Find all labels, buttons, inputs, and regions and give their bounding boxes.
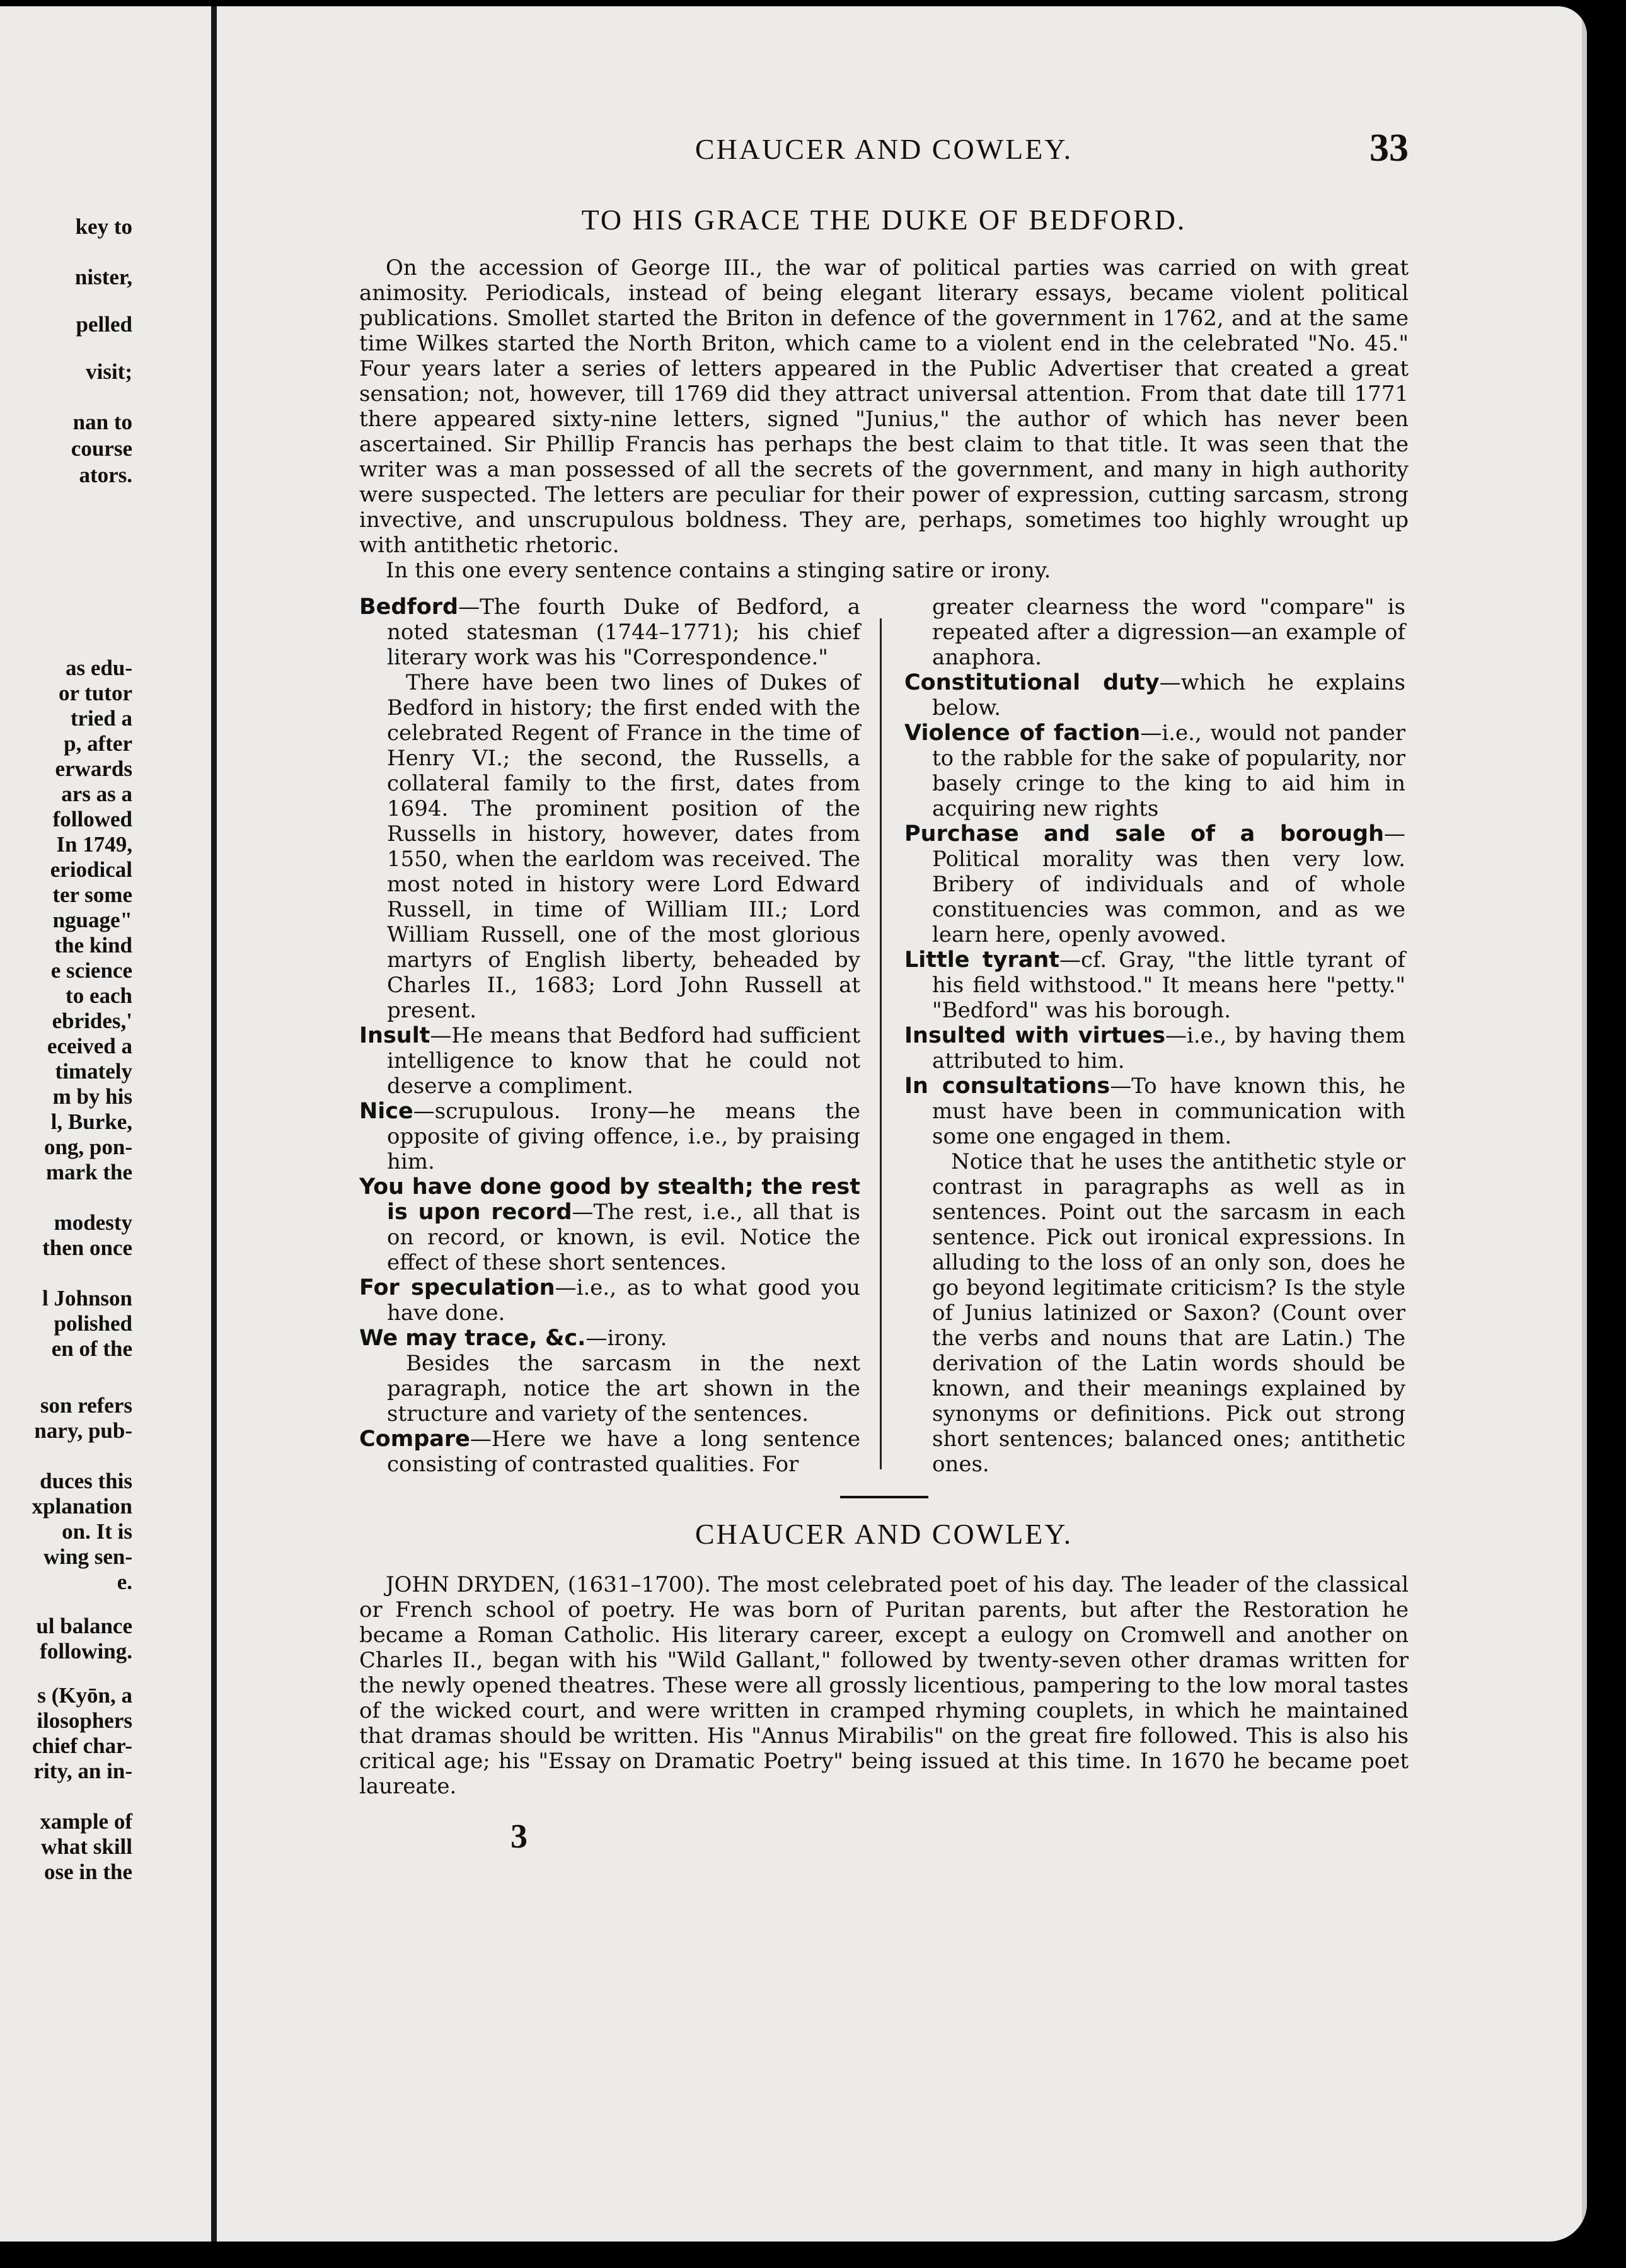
note-term: Bedford xyxy=(359,594,459,620)
note-term: Insult xyxy=(359,1023,430,1048)
facing-page-word: nary, pub- xyxy=(34,1418,132,1443)
note-continuation: There have been two lines of Dukes of Bedford in history; the first ended with the celebrated Regent of France in the time of Henry VI.; the second, the Russells, a collateral family to the first, dates from 1694. The prominent position of the Russells in history, however, dates from 1550, when the earldom was received. The most noted in history were Lord Edward Russell, in time of William III.; Lord William Russell, one of the most glorious martyrs of English liberty, beheaded by Charles II., 1683; Lord John Russell at present. xyxy=(387,670,860,1023)
note-term: Compare xyxy=(359,1426,470,1452)
facing-page-word: eceived a xyxy=(47,1034,132,1058)
facing-page-word: mark the xyxy=(45,1160,132,1184)
facing-page-word: visit; xyxy=(86,359,132,384)
facing-page-fragment xyxy=(0,6,203,2242)
note-text: —Here we have a long sentence consisting of contrasted qualities. For xyxy=(387,1426,860,1477)
note-text: —To have known this, he must have been in communication with some one engaged in them. xyxy=(932,1073,1406,1149)
facing-page-word: In 1749, xyxy=(56,832,132,857)
signature-mark: 3 xyxy=(510,1817,528,1855)
facing-page-word: pelled xyxy=(76,312,132,337)
facing-page-word: ators. xyxy=(79,463,132,487)
facing-page-word: erwards xyxy=(55,756,132,781)
facing-page-word: xample of xyxy=(40,1809,132,1834)
facing-page-word: key to xyxy=(75,214,132,239)
facing-page-word: nister, xyxy=(74,265,132,289)
note-continuation: Notice that he uses the antithetic style or contrast in paragraphs as well as in sentences. Point out the sarcasm in each sentence. Pick out ironical expressions. In alluding to the loss of an only son, does he go beyond legitimate criticism? Is the style of Junius latinized or Saxon? (Count over the verbs and nouns that are Latin.) The derivation of the Latin words should be known, and their meanings explained by synonyms or definitions. Pick out strong short sentences; balanced ones; antithetic ones. xyxy=(932,1149,1405,1477)
facing-page-word: then once xyxy=(42,1235,132,1260)
facing-page-word: ul balance xyxy=(36,1614,132,1638)
intro-text xyxy=(359,255,1409,583)
note-entry xyxy=(359,1326,860,1351)
book-page-scan xyxy=(0,6,1587,2242)
facing-page-word: ars as a xyxy=(61,782,132,806)
running-header xyxy=(359,126,1409,170)
facing-page-word: nan to xyxy=(72,410,132,434)
facing-page-word: ebrides,' xyxy=(52,1009,132,1033)
note-entry xyxy=(359,1023,860,1099)
note-text: —Political morality was then very low. Bribery of individuals and of whole constituencies was common, and as we learn here, openly avowed. xyxy=(932,821,1405,947)
note-text: —irony. xyxy=(585,1326,667,1351)
note-entry xyxy=(904,1073,1405,1149)
facing-page-word: e science xyxy=(50,958,132,983)
note-text: —He means that Bedford had sufficient intelligence to know that he could not deserve a compliment. xyxy=(387,1023,860,1099)
facing-page-word: p, after xyxy=(64,731,132,756)
dryden-biography: JOHN DRYDEN, (1631–1700). The most celebrated poet of his day. The leader of the classical or French school of poetry. He was born of Puritan parents, but after the Restoration he became a Roman Catholic. His literary career, except a eulogy on Cromwell and another on Charles II., began with his "Wild Gallant," followed by twenty-seven other dramas written for the newly opened theatres. These were all grossly licentious, pampering to the low moral tastes of the wicked court, and were written in cramped rhyming couplets, in which he maintained that dramas should be written. His "Annus Mirabilis" on the great fire followed. This is also his critical age; his "Essay on Dramatic Poetry" being issued at this time. In 1670 he became poet laureate. xyxy=(359,1572,1409,1799)
note-entry xyxy=(359,1426,860,1477)
facing-page-word: eriodical xyxy=(50,857,132,882)
note-text: —The rest, i.e., all that is on record, or known, is evil. Notice the effect of these short sentences. xyxy=(387,1200,860,1275)
facing-page-word: polished xyxy=(54,1311,132,1336)
note-text: —i.e., as to what good you have done. xyxy=(387,1275,860,1326)
note-entry xyxy=(904,670,1405,720)
running-head-title: CHAUCER AND COWLEY. xyxy=(695,133,1073,165)
notes-right-column xyxy=(904,594,1405,1477)
notes-left-column xyxy=(359,594,860,1477)
notes-columns xyxy=(359,594,1409,1496)
note-term: We may trace, &c. xyxy=(359,1326,586,1351)
facing-page-word: m by his xyxy=(52,1084,132,1109)
note-text: —i.e., would not pander to the rabble for the sake of popularity, nor basely cringe to the king to aid him in acquiring new rights xyxy=(932,720,1405,821)
facing-page-word: son refers xyxy=(40,1393,132,1418)
note-entry xyxy=(904,947,1405,1023)
note-entry xyxy=(359,594,860,670)
note-entry xyxy=(359,1275,860,1326)
note-entry xyxy=(359,1099,860,1174)
facing-page-word: en of the xyxy=(51,1336,132,1361)
facing-page-word: ilosophers xyxy=(37,1708,132,1733)
facing-page-word: ong, pon- xyxy=(43,1135,132,1159)
note-text: —i.e., by having them attributed to him. xyxy=(932,1023,1405,1073)
facing-page-word: nguage" xyxy=(52,908,132,932)
facing-page-word: chief char- xyxy=(32,1733,132,1758)
note-term: For speculation xyxy=(359,1275,555,1300)
note-text: —cf. Gray, "the little tyrant of his field withstood." It means here "petty." "Bedford" was his borough. xyxy=(932,947,1406,1023)
note-entry xyxy=(904,720,1405,821)
note-entry xyxy=(904,1023,1405,1073)
section-rule xyxy=(840,1496,928,1498)
page-content xyxy=(359,126,1409,1856)
facing-page-word: s (Kyōn, a xyxy=(37,1683,132,1708)
facing-page-word: tried a xyxy=(70,706,132,731)
note-term: Violence of faction xyxy=(904,720,1141,746)
column-divider xyxy=(880,618,882,1469)
facing-page-word: timately xyxy=(55,1059,132,1084)
facing-page-word: or tutor xyxy=(59,681,132,705)
facing-page-word: l, Burke, xyxy=(50,1109,132,1134)
facing-page-word: l Johnson xyxy=(42,1286,132,1310)
facing-page-word: as edu- xyxy=(66,656,132,680)
note-text: —The fourth Duke of Bedford, a noted statesman (1744–1771); his chief literary work was his "Correspondence." xyxy=(387,594,860,670)
intro-paragraph: In this one every sentence contains a stinging satire or irony. xyxy=(386,558,1051,583)
note-term: Insulted with virtues xyxy=(904,1023,1166,1048)
section2-title: CHAUCER AND COWLEY. xyxy=(695,1518,1073,1550)
note-text: —which he explains below. xyxy=(932,670,1405,720)
page-number: 33 xyxy=(1369,127,1409,170)
intro-paragraph: On the accession of George III., the war of political parties was carried on with great animosity. Periodicals, instead of being elegant literary essays, became violent political publications. Smollet started the Briton in defence of the government in 1762, and at the same time Wilkes started the North Briton, which came to a violent end in the celebrated "No. 45." Four years later a series of letters appeared in the Public Advertiser that created a great sensation; not, however, till 1769 did they attract universal attention. From that date till 1771 there appeared sixty-nine letters, signed "Junius," the author of which has never been ascertained. Sir Phillip Francis has perhaps the best claim to that title. It was seen that the writer was a man possessed of all the secrets of the government, and many in high authority were suspected. The letters are peculiar for their power of expression, cutting sarcasm, strong invective, and unscrupulous boldness. They are, perhaps, sometimes too highly wrought up with antithetic rhetoric. xyxy=(359,255,1409,558)
facing-page-word: course xyxy=(71,436,132,461)
note-continuation: Besides the sarcasm in the next paragraph, notice the art shown in the structure and variety of the sentences. xyxy=(387,1351,860,1426)
note-term: You have done good by stealth; the rest is upon record xyxy=(359,1174,860,1225)
facing-page-word: wing sen- xyxy=(43,1544,132,1569)
section-title: TO HIS GRACE THE DUKE OF BEDFORD. xyxy=(581,204,1187,236)
facing-page-word: xplanation xyxy=(32,1494,132,1519)
note-term: Little tyrant xyxy=(904,947,1059,973)
facing-page-word: duces this xyxy=(40,1469,132,1493)
facing-page-word: modesty xyxy=(54,1210,132,1235)
facing-page-word: ter some xyxy=(52,882,132,907)
note-term: Purchase and sale of a borough xyxy=(904,821,1384,847)
facing-page-word: the kind xyxy=(54,933,132,958)
note-continuation: greater clearness the word "compare" is repeated after a digression—an example of anaphora. xyxy=(932,594,1405,670)
facing-page-word: e. xyxy=(117,1570,132,1594)
facing-page-word: to each xyxy=(66,983,132,1008)
facing-page-word: following. xyxy=(40,1639,132,1663)
note-term: Constitutional duty xyxy=(904,670,1160,695)
note-term: Nice xyxy=(359,1099,413,1124)
facing-page-word: rity, an in- xyxy=(33,1759,132,1783)
note-entry xyxy=(904,821,1405,947)
page-edge xyxy=(1582,6,1587,2242)
facing-page-word: on. It is xyxy=(62,1519,132,1544)
facing-page-word: what skill xyxy=(41,1834,132,1859)
facing-page-word: followed xyxy=(52,807,132,831)
facing-page-word: ose in the xyxy=(44,1860,132,1884)
page-gutter xyxy=(211,6,217,2242)
note-text: —scrupulous. Irony—he means the opposite of giving offence, i.e., by praising him. xyxy=(387,1099,860,1174)
note-entry xyxy=(359,1174,860,1275)
note-term: In consultations xyxy=(904,1073,1110,1099)
